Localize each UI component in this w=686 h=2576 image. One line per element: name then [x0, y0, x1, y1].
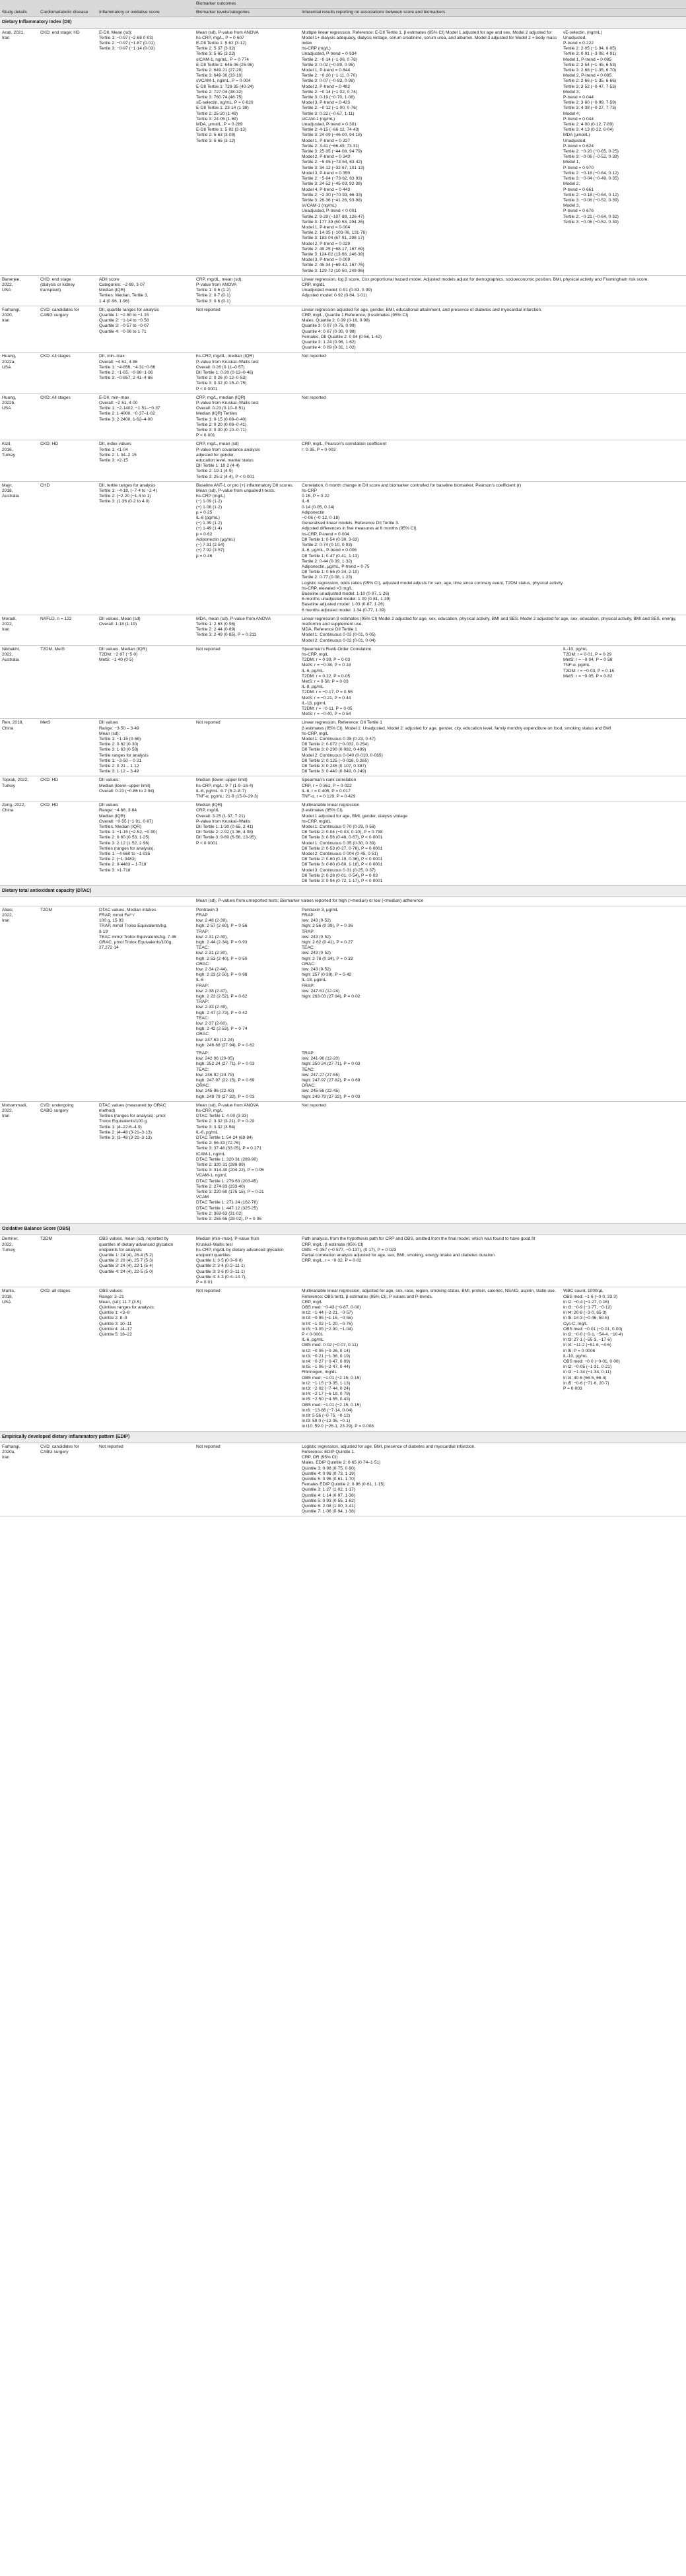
results-cell: Multivariable linear regression, adjusted for age, sex, race, region, smoking status, BMI, protein, calories, NSAID, aspirin, statin use. Reference: OBS tert1, β estimates (95% CI), P values and P-trends. CRP, mg/L OBS med: −0·43 (−0·87, 0·00) In t2: −1·44 (−2·21, −0·57) In t3: −0·95 (−1·15, −0·55) In t4: −1·02 (−1·20, −0·76) In t5: −3·05 (−2·90, −1·04) P < 0·0001 IL-6, pg/mL OBS med: 0·02 (−0·07, 0·11) In t2: −0·05 (−0·26, 0·14) In t3: −0·21 (−1·36, 0·19) In t4: −0·27 (−0·47, 0·09) In t5: −1·06 (−2·47, 0·44) Fibrinogen, mg/dL OBS med: −1·01 (−2·15, 0·15) In t2: −1·15 (−3·35, 1·13) In t3: −2·02 (−7·44, 0·24) In t4: −2·17 (−6·18, 0·79) In t5: −2·50 (−4·55, 0·43) OBS med: −1·01 (−2·15, 0·15) In t6: −13·86 (−7·14, 0·04) In t8: 5·56 (−0·75, −0·12) In t9: 59·0 (−12·05, −0·1) In t10: 59·0 (−26·1, 23·29), P = 0·008 — [300, 1287, 561, 1431]
study-cell: Farhangi, 2020, Iran — [0, 306, 38, 353]
results-cell: Linear regression β estimates (95% CI) Model 2 adjusted for age, sex, education, physical activity, BMI and SES. Model 2 adjusted for age, sex, education, physical activity, BMI and SES, energy, metformin and supplement use. MDA, Reference DII Tertile 1 Model 1: Continuous 0·02 (0·01, 0·05) Model 2: Continuous 0·02 (0·01, 0·04) — [300, 615, 686, 645]
disease-cell: CKD: HD — [38, 801, 97, 886]
score-cell: DII values, Median (IQR) T2DM: −2·97 (−5·0) MetS: −1·40 (0·5) — [97, 645, 194, 719]
disease-cell: CVD: undergoing CABG surgery — [38, 1101, 97, 1223]
results-cell: Multivariable linear regression β estimates (95% CI) Model 1 adjusted for age, BMI, gender, dialysis vintage hs-CRP, mg/dL Model 1: Continuous 0·70 (0·29, 0·58) DII Tertile 2: 0·04 (−0·03, 0·10), P = 0·798 DII Tertile 3: 0·56 (0·48, 0·67), P < 0·0001 Model 1: Continuous 0·35 (0·30, 0·39) DII Tertile 2: 0·53 (0·27, 0·78), P = 0·0001 Model 2: Continuous 0·004 (0·45, 0·51) DII Tertile 2: 0·60 (0·19, 0·36), P < 0·0001 DII Tertile 3: 0·80 (0·60, 1·18), P < 0·0001 Model 3: Continuous 0·31 (0·25, 0·37) DII Tertile 2: 0·28 (0·01, 0·54), P = 0·03 DII Tertile 3: 0·94 (0·72, 1·17), P < 0·0001 — [300, 801, 686, 886]
results-cell-2: sE-selectin, (ng/mL) Unadjusted, P-trend = 0·222 Tertile 2: 2·05 (−1·94, 6·05) Tertile 3: 0·91 (−3·08, 4·91) Model 1, P-trend = 0·085 Tertile 2: 2·54 (−1·45, 6·53) Tertile 3: 2·68 (−1·35, 6·70) Model 2, P-trend = 0·085 Tertile 2: 2·66 (−1·35, 6·66) Tertile 3: 3·52 (−0·47, 7·53) Model 3, P-trend = 0·044 Tertile 2: 3·60 (−0·99, 7·59) Tertile 3: 4·38 (−0·27, 7·73) Model 4, P-trend = 0·044 Tertile 2: 4·00 (0·12, 7·89) Tertile 3: 4·13 (0·22, 8·04) MDA (μmol/L) Unadjusted, P-trend = 0·624 Tertile 2: −0·20 (−0·65, 0·25) Tertile 3: −0·06 (−0·52, 0·39) Model 1, P-trend = 0·970 Tertile 2: −0·18 (−0·64, 0·12) Tertile 3: −0·04 (−0·49, 0·35) Model 2, P-trend = 0·661 Tertile 2: −0·18 (−0·64, 0·12) Tertile 3: −0·06 (−0·52, 0·39) Model 3, P-trend = 0·676 Tertile 2: −0·21 (−0·64, 0·32) Tertile 3: −0·06 (−0·52, 0·39) — [561, 28, 686, 275]
score-cell: E-DII, Mean (sd): Tertile 1: −0·97 (−2·68 0·03) Tertile 2: −0·97 (−1·87 (0·01) Tertile 3: −0·97 (−1·14 (0·03) — [97, 28, 194, 275]
disease-cell: T2DM — [38, 906, 97, 1101]
biomarker-cell: Mean (sd), P-value from ANOVA hs-CRP, mg/L, P = 0·607 E-DII Tertile 1: 5·62 (3·12) Tertile 2: 5·37 (3·32) Tertile 3: 5·65 (3·22) sICAM-1, ng/mL, P = 0·774 E-DII Tertile 1: 645·06 (26·96) Tertile 2: 649·21 (27·29) Tertile 3: 649·30 (33·10) sVCAM-1, ng/mL, P = 0·004 E-DII Tertile 1: 728·35 (40·24) Tertile 2: 727·04 (38·32) Tertile 3: 760·74 (46·75) sE-selectin, ng/mL, P = 0·620 E-DII Tertile 1: 23·14 (1·38) Tertile 2: 25·20 (1·49) Tertile 3: 24·05 (1·69) MDA, μmol/L, P = 0·289 E-DII Tertile 1: 5·92 (3·13) Tertile 2: 5·63 (3·08) Tertile 3: 5·65 (3·12) — [194, 28, 300, 275]
disease-cell: CVD: candidates for CABG surgery — [38, 306, 97, 353]
table-row — [0, 1101, 686, 1223]
table-row — [0, 353, 686, 393]
study-cell: Ren, 2018, China — [0, 719, 38, 776]
table-row — [0, 481, 686, 615]
score-cell: E-DII, min–max Overall: −2·51, 4·00 Tertile 1: −2·1402, −1·51–−0·37 Tertile 2: 1·4000, −0·37–1·62 Tertile 3: 2·2400, 1·62–4·00 — [97, 393, 194, 440]
biomarker-cell: Median (lower–upper limit) hs-CRP, mg/L: 9·7 (1·9–16·4) IL-6, pg/mL: 6·7 (5·2–8·7) TNF-α, pg/mL: 21·8 (15·0–29·3) — [194, 776, 300, 801]
table-row — [0, 719, 686, 776]
disease-cell: CKD: HD — [38, 776, 97, 801]
disease-cell: T2DM — [38, 1235, 97, 1287]
score-cell: DII, index values Tertile 1: <1·04 Tertile 2: 1·04–2·15 Tertile 3: >2·15 — [97, 440, 194, 481]
study-cell: Moradi, 2022, Iran — [0, 615, 38, 645]
results-cell: CRP, mg/L, Pearson's correlation coefficient r: 0·35, P = 0·003 — [300, 440, 686, 481]
score-cell: DII values: Median (lower–upper limit) Overall: 0·23 (−0·86 to 2·94) — [97, 776, 194, 801]
disease-cell: MetS — [38, 719, 97, 776]
disease-cell: CKD: All stages — [38, 393, 97, 440]
table-row — [0, 645, 686, 719]
study-cell: Marks, 2018, USA — [0, 1287, 38, 1431]
score-cell: DII values Range: −3·50 – 3·49 Mean (sd): Tertile 1: −1·15 (0·66) Tertile 2: 0·62 (0·30) Tertile 3: 1·63 (0·58) Tertile ranges for analysis Tertile 1: −3·50 – 0·21 Tertile 2: 0·21 – 1·12 Tertile 3: 1·12 – 3·49 — [97, 719, 194, 776]
biomarker-cell: Pentraxin 3 FRAP low: 2·46 (2·39), high: 2·57 (2·60), P = 0·56 TRAP: low: 2·31 (2·40), high: 2·44 (2·34), P = 0·93 TEAC: low: 2·31 (2·30), high: 2·53 (2·40), P = 0·50 ORAC: low: 2·34 (2·44), high: 2·23 (2·50), P = 0·98 IL-6 FRAP: low: 2·38 (2·47), high: 2·23 (2·52), P = 0·62 TRAP: low: 2·33 (2·49), high: 2·47 (2·73), P = 0·42 TEAC: low: 2·37 (2·60), high: 2·42 (2·53), P = 0·74 ORAC: low: 247·63 (12·24) high: 246·68 (27·94), P = 0·62 — [196, 907, 255, 1048]
table-row — [0, 28, 686, 275]
table-row — [0, 275, 686, 306]
score-cell: OBS values, mean (sd), reported by quartiles of dietary advanced glycation endpoints for analysis: Quartile 1: 24 (4), 26·4 (5·2) Quartile 2: 20 (4), 25·7 (5·3) Quartile 3: 24 (4), 22·1 (5·4) Quartile 4: 24 (4), 22·5 (5·0) — [97, 1235, 194, 1287]
results-cell: Not reported — [300, 1101, 686, 1223]
disease-cell: CHD — [38, 481, 97, 615]
disease-cell: CKD: all stages — [38, 1287, 97, 1431]
col-results: Inferential results reporting on associations between score and biomarkers — [300, 9, 686, 17]
results-cell: Correlation, 6 month change in DII score and biomarker controlled for baseline biomarker, Pearson's coefficient (r) hs-CRP 0·15, P = 0·22 IL-6 0·14 (0·05, 0·24) Adiponectin −0·06 (−0·12, 0·18) Generalised linear models. Reference DII Tertile 3. Adjusted differences in five measures at 6 months (95% CI). hs-CRP, P-trend = 0·004 DII Tertile 1: 0·54 (0·30, 3·63) Tertile 2: 0·74 (0·10, 0·93) IL-6, μg/mL, P-trend = 0·006 DII Tertile 1: 0·47 (0·41, 1·13) Tertile 2: 0·44 (0·39, 1·32) Adiponectin, μg/mL, P-trend = 0·75 DII Tertile 1: 0·56 (0·34, 2·10) Tertile 2: 0·77 (0·08, 1·23) Logistic regression, odds ratios (95% CI), adjusted model adjusts for sex, age, time since coronary event, T2DM status, physical activity hs-CRP, elevated >3 mg/L Baseline unadjusted model: 1·10 (0·97, 1·26) 6-months unadjusted model: 1·09 (0·81, 1·39) Baseline adjusted model: 1·03 (0·87, 1·26) 6 months adjusted model: 1·34 (0·77, 1·39) — [300, 481, 686, 615]
section-dii: Dietary Inflammatory Index (DII) — [0, 17, 686, 28]
disease-cell: CKD: All stages — [38, 353, 97, 393]
study-cell: Arab, 2021, Iran — [0, 28, 38, 275]
table-row — [0, 1442, 686, 1516]
biomarker-cell: Baseline ANT-1 or pro (+) inflammatory DII scores. Mean (sd), P-value from unpaired t-tests. hs-CRP (mg/L) (−) 1·09 (1·2) (+) 1·08 (1·2) p = 0·25 IL-6 (pg/mL) (−) 1·39 (1·2) (+) 1·49 (1·4) p = 0·62 Adiponectin (μg/mL) (−) 7·31 (2·54) (+) 7·92 (3·57) p = 0·46 — [194, 481, 300, 615]
score-cell: DTAC values, Median intakes FRAP, mmol Fe²⁺/ 100 g, 15·93 TRAP, mmol Trolox Equivalents/kg, 8·19 TEAC mmol Trolox Equivalents/kg, 7·46 ORAC, μmol Trolox Equivalents/100g, 27,272·14 — [97, 906, 194, 1101]
study-cell: Huang, 2022b, USA — [0, 393, 38, 440]
biomarker-cell: Not reported — [194, 1287, 300, 1431]
biomarker-cell: Not reported — [194, 1442, 300, 1516]
biomarker-cell: Median (min–max), P-value from Kruskal–Wallis test hs-CRP, mg/dL by dietary advanced glycation endpoint quartiles Quartile 1: 3·5 (0·3–9·8) Quartile 2: 3·4 (0·2–11·1) Quartile 3: 3·6 (0·3–11·1) Quartile 4: 4·3 (0·4–14·7), P = 0·01 — [194, 1235, 300, 1287]
biomarker-cell: CRP, mg/L, mean (sd) P-value from covariance analysis adjusted for gender, education level, marital status DII Tertile 1: 10·2 (4·4) Tertile 2: 19·1 (4·9) Tertile 3: 25·2 (4·4), P < 0·001 — [194, 440, 300, 481]
score-cell: DII, tertile ranges for analysis Tertile 1: −4·18, (−7·4 to −2·4) Tertile 2: (−2·20 (−1·4 to 1) Tertile 3: (1·36 (0·2 to 4·0) — [97, 481, 194, 615]
table-row — [0, 1287, 686, 1431]
score-cell: DII, min–max Overall: −4·51, 4·86 Tertile 1: −4·856, −4·31−0·66 Tertile 2: −1·65, −0·98−1·86 Tertile 3: −0·857, 2·41–4·86 — [97, 353, 194, 393]
results-cell: Pentraxin 3, μg/mL FRAP: low: 243 (0·52) high: 2·56 (0·39), P = 0·36 TRAP: low: 243 (0·52) high: 2·62 (0·41), P = 0·27 TEAC: low: 243 (0·52) high: 2·78 (0·34), P = 0·33 ORAC: low: 243 (0·52) high: 257 (0·39), P = 0·42 IL-18, μg/mL FRAP: low: 247·61 (12·24) high: 263·03 (27·94), P = 0·02 — [302, 907, 360, 999]
results-cell: Not reported — [300, 393, 686, 440]
biomarker-cell: Not reported — [194, 719, 300, 776]
table-row — [0, 776, 686, 801]
score-cell: OBS values: Range: 3–21 Mean, (sd): 11·7 (3·5) Quintiles ranges for analysis: Quintile 1: <3–8 Quintile 2: 8–9 Quintile 3: 10–11 Quintile 4: 14–17 Quintile 5: 18–22 — [97, 1287, 194, 1431]
score-cell: DII values, Mean (sd) Overall: 1·18 (1·19) — [97, 615, 194, 645]
results-cell: Linear regression, log β score, Cox proportional hazard model. Adjusted models adjust for demographics, socioeconomic position, BMI, physical activity and Framingham risk score. CRP, mg/dL Unadjusted model: 0·91 (0·83, 0·99) Adjusted model: 0·92 (0·84, 1·01) — [300, 275, 686, 306]
results-cell: Not reported — [300, 353, 686, 393]
study-cell: Banerjee, 2022, USA — [0, 275, 38, 306]
biomarker-cell: Mean (sd), P-value from ANOVA hs-CRP, mg/L DTAC Tertile 1: 4·00 (3·33) Tertile 2: 3·32 (3·21), P = 0·29 Tertile 3: 3·32 (3·54) IL-6, pg/mL DTAC Tertile 1: 54·24 (69·84) Tertile 2: 56·33 (72·76) Tertile 3: 37·46 (33·05), P = 0·271 ICAM-1, ng/mL DTAC Tertile 1: 320·31 (289·90) Tertile 2: 320·31 (289·99) Tertile 3: 314·40 (204·22), P = 0·95 VCAM-1, ng/mL DTAC Tertile 1: 279·63 (203·45) Tertile 2: 274·83 (233·40) Tertile 3: 220·60 (175·15), P = 0·21 VCAM DTAC Tertile 1: 271·24 (162·76) DTAC Tertile 1: 447·12 (325·25) Tertile 2: 369·63 (31·02) Tertile 3: 255·65 (28·02), P = 0·05 — [194, 1101, 300, 1223]
study-cell: Nikbakht, 2022, Australia — [0, 645, 38, 719]
score-cell: ADII score Categories: −2·69, 3·07 Median (IQR) Tertiles: Median, Tertile 3, 1·4 (0·96, 1·96) — [97, 275, 194, 306]
disease-cell: CVD: candidates for CABG surgery — [38, 1442, 97, 1516]
biomarker-cell: Not reported — [194, 645, 300, 719]
table-row — [0, 615, 686, 645]
study-cell: Demirer, 2022, Turkey — [0, 1235, 38, 1287]
results-cell: Linear regression, Reference: DII Tertile 1 β estimates (95% CI). Model 1: Unadjusted, Model 2: adjusted for age, gender, city, education level, family monthly expenditure on food, smoking status and BMI hs-CRP, mg/L Model 1: Continuous 0·35 (0·23, 0·47) DII Tertile 2: 0·072 (−0·032, 0·254) DII Tertile 3: 0·290 (0·082, 0·499) Model 2: Continuous 0·040 (0·010, 0·065) DII Tertile 2: 0·125 (−0·016, 0·265) DII Tertile 3: 0·245 (0·107, 0·387) DII Tertile 3: 0·440 (0·049, 0·249) — [300, 719, 686, 776]
study-cell: Mohammadi, 2022, Iran — [0, 1101, 38, 1223]
score-cell: Not reported — [97, 1442, 194, 1516]
study-cell: Toprak, 2022, Turkey — [0, 776, 38, 801]
results-cell: Logistic regression, adjusted for age, BMI, presence of diabetes and myocardial infarction. Reference: EDIP Quintile 1. CRP, OR (95% CI) Males, EDIP Quintile 2: 0·65 (0·74–1·51) Quintile 3: 0·98 (0·75, 0·90) Quintile 4: 0·98 (0·73, 1·19) Quintile 5: 0·95 (0·61, 1·70) Females EDIP Quintile 2: 0·96 (0·61, 1·15) Quintile 3: 1·27 (1·02, 1·17) Quintile 4: 1·14 (0·97, 1·38) Quintile 5: 0·93 (0·55, 1·62) Quintile 6: 2·08 (1·00, 3·41) Quintile 7: 1·06 (0·94, 1·38) — [300, 1442, 686, 1516]
biomarker-cell: Median (IQR) CRP, mg/dL Overall: 3·25 (1·37, 7·21) P-value from Kruskal–Wallis DII Tertile 1: 1·30 (0·65, 2·41) DII Tertile 2: 2·92 (1·36, 4·98) DII Tertile 3: 9·60 (6·56, 13·95), P < 0·0001 — [194, 801, 300, 886]
study-cell: Kizil, 2016, Turkey — [0, 440, 38, 481]
biomarker-cell-2: TRAP: low: 242·96 (20·05) high: 252·24 (27·71), P = 0·03 TEAC: low: 246·92 (24·79) high: 247·97 (22·15), P = 0·69 ORAC: low: 245·96 (22·43) high: 249·79 (27·32), P = 0·03 — [194, 1050, 300, 1101]
study-cell: Aliasi, 2022, Iran — [0, 906, 38, 1101]
disease-cell: CKD: HD — [38, 440, 97, 481]
col-biomarkers: Biomarker levels/categories — [194, 9, 300, 17]
results-cell: Linear regression adjusted for age, gender, BMI, educational attainment, and presence of diabetes and myocardial infarction. CRP, mg/L, Quartile 1 Reference, β estimates (95% CI) Males, Quartile 2: 0·39 (0·16, 0·98) Quartile 3: 0·97 (0·76, 0·99) Quartile 4: 0·67 (0·30, 0·98) Females, DII Quartile 2: 0·94 (0·56, 1·42) Quartile 3: 1·24 (0·96, 1·62) Quartile 4: 0·69 (0·31, 1·02) — [300, 306, 686, 353]
col-outcomes: Biomarker outcomes — [194, 0, 686, 9]
col-cvd: Cardiometabolic disease — [38, 0, 97, 17]
results-cell-2: IL-10, pg/mL T2DM: r = 0·01, P = 0·29 MetS: r = −0·04, P = 0·58 TNF-α, pg/mL T2DM: r = −0·03, P = 0·16 MetS: r = −0·05, P = 0·82 — [561, 645, 686, 719]
disease-cell: T2DM, MetS — [38, 645, 97, 719]
results-cell: Spearman's Rank-Order Correlation hs-CRP, mg/L T2DM: r = 0·39, P = 0·03 MetS: r = −0·38, P = 0·18 IL-6, pg/mL T2DM: r = 0·22, P = 0·05 MetS: r = 0·58, P = 0·03 IL-8, pg/mL T2DM: r = −0·17, P = 0·55 MetS: r = −0·21, P = 0·44 IL-1β, pg/mL T2DM: r = −0·11, P = 0·05 MetS: r = −0·40, P = 0·54 — [300, 645, 561, 719]
section-dtac: Dietary total antioxidant capacity (DTAC) — [0, 886, 686, 897]
results-cell-2: TRAP: low: 241·96 (12·20) high: 250·24 (27·71), P = 0·03 TEAC: low: 247·27 (27·55) high: 247·97 (27·82), P = 0·69 ORAC: low: 245·56 (22·45) high: 249·79 (27·32), P = 0·03 — [300, 1050, 686, 1101]
disease-cell: NAFLD, n = 122 — [38, 615, 97, 645]
results-cell: Spearman's rank correlation CRP, r = 0·361, P = 0·022 IL-6, r = 0·405, P = 0·017 TNF-α, r = 0·129, P = 0·429 — [300, 776, 686, 801]
study-cell: Huang, 2022a, USA — [0, 353, 38, 393]
table-row — [0, 1235, 686, 1287]
biomarker-cell: CRP, mg/L, median (IQR) P-value from Kruskal–Wallis test Overall: 0·23 (0·10–0·51) Median (IQR) Tertiles Tertile 1: 0·15 (0·08–0·40) Tertile 2: 0·20 (0·08–0·41) Tertile 3: 0·30 (0·10–0·71) P < 0·001 — [194, 393, 300, 440]
disease-cell: CKD: end stage (dialysis or kidney transplant) — [38, 275, 97, 306]
disease-cell: CKD: end stage; HD — [38, 28, 97, 275]
results-cell: Path analysis, from the hypothesis path for CRP and OBS, omitted from the final model, which was found to have good fit CRP, mg/L, β estimate (95% CI) OBS: −0·357 (−0·577, −0·137), (0·17), P = 0·023 Partial correlation analysis adjusted for age, sex, BMI, smoking, energy intake and diabetes duration CRP, mg/L, r = −0·32, P = 0·02 — [300, 1235, 686, 1287]
study-cell: Farhangi, 2020a, Iran — [0, 1442, 38, 1516]
study-cell: Zeng, 2022, China — [0, 801, 38, 886]
section-obs: Oxidative Balance Score (OBS) — [0, 1224, 686, 1235]
col-score: Inflammatory or oxidative score — [97, 0, 194, 17]
col-study: Study details — [0, 0, 38, 17]
section-edip: Empirically developed dietary inflammatory pattern (EDIP) — [0, 1431, 686, 1442]
table-row — [0, 906, 686, 1050]
score-cell: DII, quartile ranges for analysis Quartile 1: −2·80 to −1·15 Quartile 2: −1·14 to −0·58 Quartile 3: −0·57 to −0·07 Quartile 4: −0·06 to 1·71 — [97, 306, 194, 353]
table-row — [0, 440, 686, 481]
results-cell-2: WBC count, 1000/μL OBS med: −1·6 (−0·0, 33·3) In t2: −0·4 (−1·27, 0·16) In t3: −0·9 (−1·77, −0·12) In t4: 20·8 (−3·0, 65·3) In t5: 14·3 (−0·46, 50·6) Cys-C, mg/L OBS med: −0·01 (−0·01, 0·00) In t2: −0·0 (−0·1, −54·4, −10·4) In t3: 27·1 (−55·3, −17·6) In t4: −11·2 (−51·6, −4·6) In t5: P = 0·0006 IL-10, pg/mL OBS med: −0·0 (−0·01, 0·00) In t2: −0·05 (−1·31, 0·21) In t3: −1·34 (−1·34, 0·11) In t4: 40·6 (56·5, 66·4) In t5: −0·6 (−71·6, 20·7) P = 0·003 — [561, 1287, 686, 1431]
results-cell: Multiple linear regression. Reference: E-DII Tertile 1, β estimates (95% CI) Model 1 adjusted for age and sex. Model 2 adjusted for Model 1+ dialysis adequacy, dialysis vintage, serum creatinine, serum urea, and albumin. Model 3 adjusted for Model 2 + body mass index hs-CRP (mg/L) Unadjusted, P-trend = 0·934 Tertile 2: −0·14 (−1·06, 0·78) Tertile 3: 0·02 (−0·89, 0·95) Model 1, P-trend = 0·844 Tertile 2: −0·20 (−1·11, 0·70) Tertile 3: 0·07 (−0·83, 0·98) Model 2, P-trend = 0·482 Tertile 2: −0·14 (−1·02, 0·74) Tertile 3: 0·19 (−0·70, 1·08) Model 3, P-trend = 0·423 Tertile 2: −0·12 (−1·00, 0·76) Tertile 3: 0·22 (−0·67, 1·11) sICAM-1 (ng/mL) Unadjusted, P-trend = 0·301 Tertile 2: 4·15 (−66·12, 74·43) Tertile 3: 24·09 (−46·00, 94·18) Model 1, P-trend = 0·327 Tertile 2: 3·41 (−66·49, 73·31) Tertile 3: 25·35 (−44·08, 94·79) Model 2, P-trend = 0·343 Tertile 2: −5·05 (−73·54, 63·42) Tertile 3: 34·12 (−32·67, 101·13) Model 3, P-trend = 0·350 Tertile 2: −5·04 (−73·62, 63·93) Tertile 3: 24·52 (−45·03, 92·38) Model 4, P-trend = 0·443 Tertile 2: −2·30 (−70·93, 66·33) Tertile 3: 26·36 (−41·26, 93·98) sVCAM-1 (ng/mL) Unadjusted, P-trend < 0·001 Tertile 2: 9·29 (−107·88, 126·47) Tertile 3: 177·39 (60·53, 294·26) Model 1, P-trend = 0·004 Tertile 2: 14·35 (−103·06, 131·76) Tertile 3: 183·04 (67·91, 298·17) Model 2, P-trend = 0·029 Tertile 2: 49·25 (−68·17, 167·69) Tertile 3: 124·02 (13·66, 246·38) Model 3, P-trend = 0·009 Tertile 2: 45·34 (−69·42, 167·76) Tertile 3: 129·72 (10·50, 249·96) — [300, 28, 561, 275]
biomarker-cell: Not reported — [194, 306, 300, 353]
biomarker-cell: MDA, mean (sd), P-value from ANOVA Tertile 1: 2·63 (0·96) Tertile 2: 2·44 (0·89) Tertile 3: 2·49 (0·85), P = 0·211 — [194, 615, 300, 645]
table-row — [0, 306, 686, 353]
dtac-note: Mean (sd), P-values from unreported tests; Biomarker values reported for high (>median) or low (<median) adherence — [194, 897, 686, 906]
score-cell: DTAC values (measured by ORAC method) Tertiles (ranges for analysis): μmol Trolox Equivalents/100 g Tertile 1: (4–22·6–4·9) Tertile 2: (4–48 (3·21–3·13) Tertile 3: (3–48 (3·21–3·13) — [97, 1101, 194, 1223]
table-row — [0, 801, 686, 886]
table-row — [0, 393, 686, 440]
study-cell: Mayr, 2018, Australia — [0, 481, 38, 615]
biomarker-cell: CRP, mg/dL, mean (sd), P-value from ANOVA Tertile 1: 0·6 (1·2) Tertile 2: 0·7 (0·1) Tertile 3: 0·6 (0·1) — [194, 275, 300, 306]
biomarker-cell: hs-CRP, mg/dL, median (IQR) P-value from Kruskal–Wallis test Overall: 0·26 (0·11–0·57) DII Tertile 1: 0·20 (0·12–0·46) Tertile 2: 0·26 (0·12–0·53) Tertile 3: 0·32 (0·15–0·75) P < 0·0001 — [194, 353, 300, 393]
score-cell: DII values Range: −4·66, 3·84 Median (IQR) Overall: −0·55 (−1·91, 0·87) Tertiles, Median (IQR) Tertile 1: −1·15 (−2·52, −0·90) Tertile 2: 0·60 (0·53, 1·25) Tertile 3: 2·12 (1·52, 2·96) Tertiles (ranges for analysis), Tertile 1: −4·660 to −1·035 Tertile 2: (−1·0483) Tertile 2: 0·4483 – 1·718 Tertile 3: >1·718 — [97, 801, 194, 886]
